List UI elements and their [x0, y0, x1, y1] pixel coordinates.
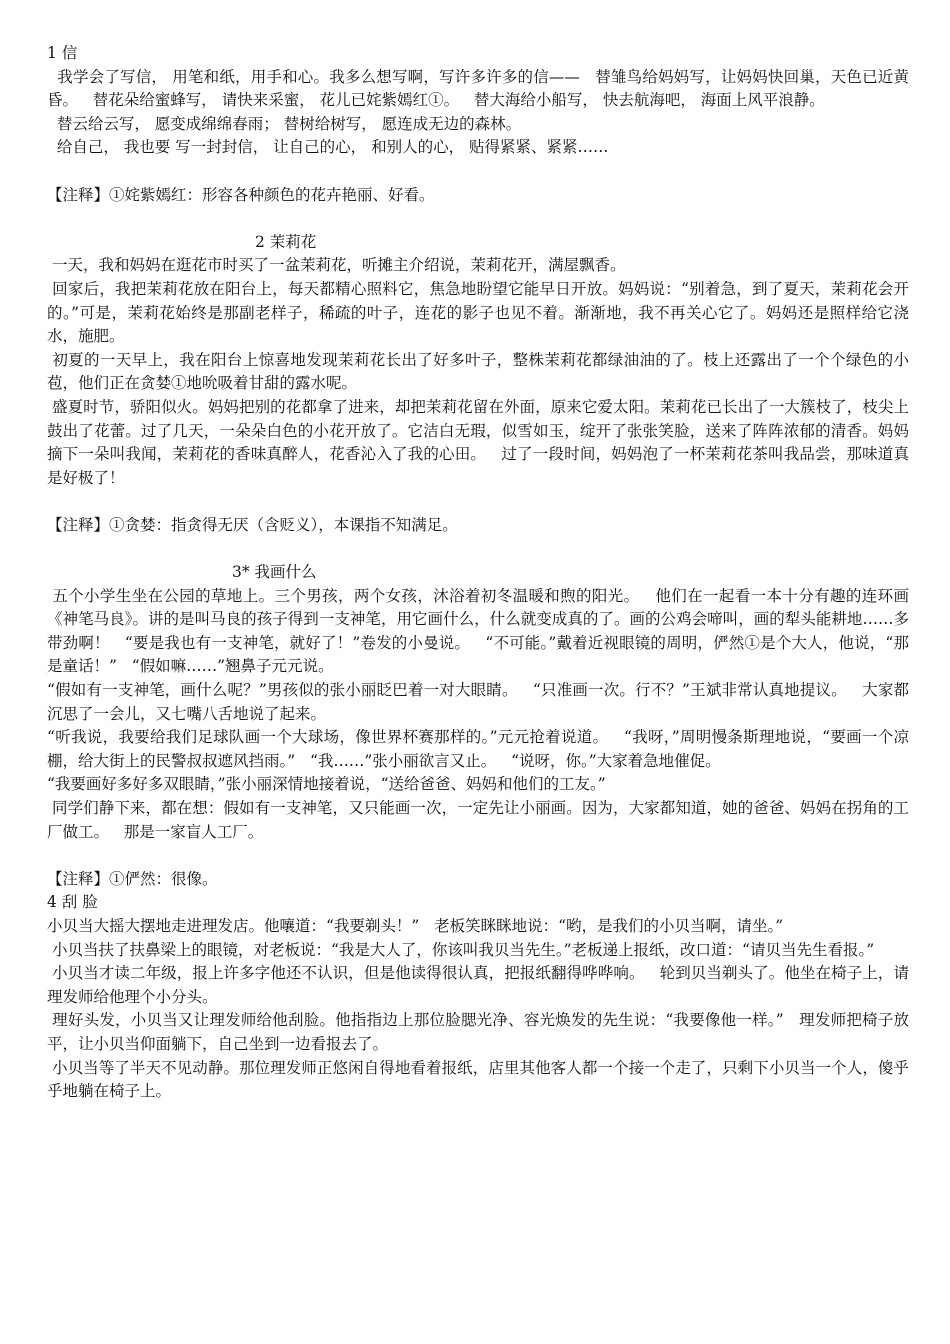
paragraph: 小贝当扶了扶鼻梁上的眼镜，对老板说：“我是大人了，你该叫我贝当先生。”老板递上报纸，改口道：“请贝当先生看报。” [47, 940, 875, 959]
paragraph: 同学们静下来，都在想：假如有一支神笔，又只能画一次，一定先让小丽画。因为，大家都知道，她的爸爸、妈妈在拐角的工厂做工。 那是一家盲人工厂。 [47, 799, 909, 841]
paragraph: 初夏的一天早上，我在阳台上惊喜地发现茉莉花长出了好多叶子，整株茉莉花都绿油油的了。枝上还露出了一个个绿色的小苞，他们正在贪婪①地吮吸着甘甜的露水呢。 [47, 350, 909, 393]
paragraph: 理好头发，小贝当又让理发师给他刮脸。他指指边上那位脸腮光净、容光焕发的先生说：“我要像他一样。” 理发师把椅子放平，让小贝当仰面躺下，自己坐到一边看报去了。 [47, 1011, 909, 1053]
paragraph: 给自己， 我也要 写一封封信， 让自己的心， 和别人的心， 贴得紧紧、紧紧…… [47, 138, 609, 157]
paragraph: 盛夏时节，骄阳似火。妈妈把别的花都拿了进来，却把茉莉花留在外面，原来它爱太阳。茉莉花已长出了一大簇枝了，枝尖上鼓出了花蕾。过了几天，一朵朵白色的小花开放了。它洁白无瑕，似雪如玉，绽开了张张笑脸，送来了阵阵浓郁的清香。妈妈摘下一朵叫我闻，茉莉花的香味真醉人，花香沁入了我的心田。 过了一段时间，妈妈泡了一杯茉莉花茶叫我品尝，那味道真是好极了！ [47, 397, 909, 487]
annotation: 【注释】①俨然：很像。 [47, 869, 218, 888]
annotation: 【注释】①贪婪：指贪得无厌（含贬义），本课指不知满足。 [47, 515, 458, 534]
paragraph: 小贝当才读二年级，报上许多字他还不认识，但是他读得很认真，把报纸翻得哗哗响。 轮到贝当剃头了。他坐在椅子上，请理发师给他理个小分头。 [47, 964, 909, 1006]
lesson-3 [47, 561, 909, 891]
annotation: 【注释】①姹紫嫣红：形容各种颜色的花卉艳丽、好看。 [47, 185, 435, 204]
paragraph: 替云给云写， 愿变成绵绵春雨； 替树给树写， 愿连成无边的森林。 [47, 114, 522, 133]
lesson-title: 2 茉莉花 [255, 232, 317, 251]
paragraph: 小贝当大摇大摆地走进理发店。他嚷道：“我要剃头！” 老板笑眯眯地说：“哟，是我们的小贝当啊，请坐。” [47, 916, 784, 935]
lesson-2 [47, 231, 909, 561]
paragraph: “我要画好多好多双眼睛，”张小丽深情地接着说，“送给爸爸、妈妈和他们的工友。” [47, 775, 606, 794]
paragraph: “假如有一支神笔，画什么呢？”男孩似的张小丽眨巴着一对大眼睛。 “只准画一次。行不？”王斌非常认真地提议。 大家都沉思了一会儿，又七嘴八舌地说了起来。 [47, 681, 909, 723]
lesson-title: 1 信 [47, 44, 78, 62]
paragraph: 回家后，我把茉莉花放在阳台上，每天都精心照料它，焦急地盼望它能早日开放。妈妈说：“别着急，到了夏天，茉莉花会开的。”可是，茉莉花始终是那副老样子，稀疏的叶子，连花的影子也见不着。渐渐地，我不再关心它了。妈妈还是照样给它浇水，施肥。 [47, 279, 909, 346]
lesson-title: 4 刮 脸 [47, 893, 98, 912]
paragraph: 一天，我和妈妈在逛花市时买了一盆茉莉花，听摊主介绍说，茉莉花开，满屋飘香。 [47, 256, 626, 275]
lesson-title: 3* 我画什么 [232, 563, 317, 582]
paragraph: 我学会了写信， 用笔和纸，用手和心。我多么想写啊，写许多许多的信—— 替雏鸟给妈妈写，让妈妈快回巢，天色已近黄昏。 替花朵给蜜蜂写， 请快来采蜜， 花儿已姹紫嫣红①。 替大海给小船写， 快去航海吧， 海面上风平浪静。 [47, 67, 909, 110]
document-page [47, 42, 909, 1104]
paragraph: 五个小学生坐在公园的草地上。三个男孩，两个女孩，沐浴着初冬温暖和煦的阳光。 他们在一起看一本十分有趣的连环画《神笔马良》。讲的是叫马良的孩子得到一支神笔，用它画什么，什么就变成真的了。画的公鸡会啼叫，画的犁头能耕地……多带劲啊！ “要是我也有一支神笔，就好了！”卷发的小曼说。 “不可能。”戴着近视眼镜的周明，俨然①是个大人，他说，“那是童话！” “假如嘛……”翘鼻子元元说。 [47, 586, 909, 676]
lesson-4 [47, 891, 909, 1103]
paragraph: 小贝当等了半天不见动静。那位理发师正悠闲自得地看着报纸，店里其他客人都一个接一个走了，只剩下小贝当一个人，傻乎乎地躺在椅子上。 [47, 1058, 909, 1101]
paragraph: “听我说，我要给我们足球队画一个大球场，像世界杯赛那样的。”元元抢着说道。 “我呀，”周明慢条斯理地说，“要画一个凉棚，给大街上的民警叔叔遮风挡雨。” “我……”张小丽欲言又止。 “说呀，你。”大家着急地催促。 [47, 728, 909, 770]
lesson-1 [47, 42, 909, 231]
